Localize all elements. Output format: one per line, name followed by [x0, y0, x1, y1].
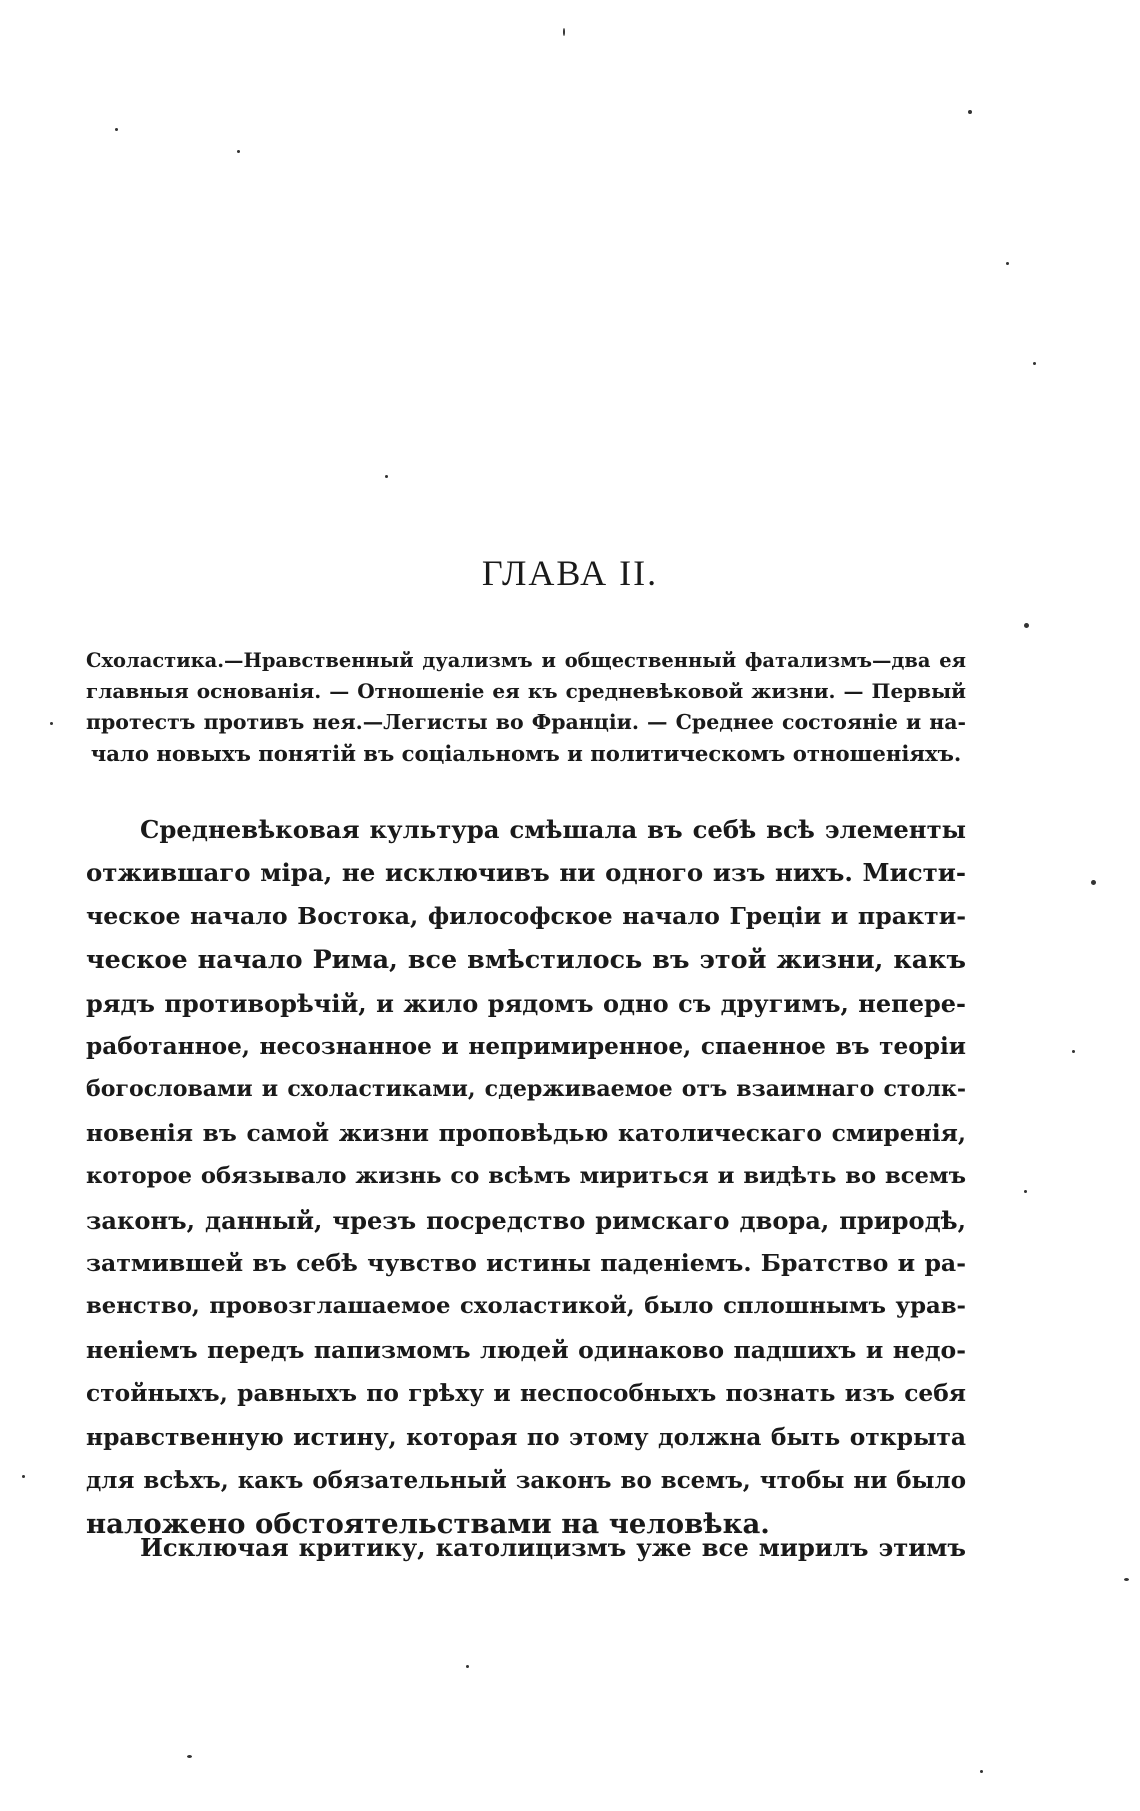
chapter-summary	[86, 645, 966, 769]
chapter-title: ГЛАВА II.	[481, 553, 659, 593]
text-line: неніемъ передъ папизмомъ людей одинаково падшихъ и недо-	[86, 1335, 966, 1364]
text-line: законъ, данный, чрезъ посредство римскаго двора, природѣ,	[86, 1205, 966, 1235]
text-line: Исключая критику, католицизмъ уже все мирилъ этимъ	[140, 1533, 966, 1562]
scan-speck	[1033, 362, 1036, 365]
paragraph-1	[86, 808, 966, 1546]
scan-speck	[22, 1475, 25, 1478]
text-line: венство, провозглашаемое схоластикой, было сплошнымъ урав-	[86, 1293, 966, 1320]
text-line: для всѣхъ, какъ обязательный законъ во всемъ, чтобы ни было	[86, 1467, 966, 1495]
text-line: отжившаго міра, не исключивъ ни одного изъ нихъ. Мисти-	[86, 858, 966, 888]
text-line: рядъ противорѣчій, и жило рядомъ одно съ другимъ, непере-	[86, 988, 966, 1018]
paragraph-2	[86, 1526, 966, 1569]
text-line: стойныхъ, равныхъ по грѣху и неспособныхъ познать изъ себя	[86, 1380, 966, 1408]
text-line: ческое начало Востока, философское начало Греціи и практи-	[86, 901, 966, 930]
text-line: Средневѣковая культура смѣшала въ себѣ всѣ элементы	[140, 815, 966, 844]
text-line: богословами и схоластиками, сдерживаемое отъ взаимнаго столк-	[86, 1076, 966, 1103]
scan-speck	[1024, 623, 1029, 628]
scan-speck	[50, 722, 53, 725]
text-line: нравственную истину, которая по этому должна быть открыта	[86, 1422, 966, 1451]
scan-speck	[563, 28, 565, 36]
text-line: ческое начало Рима, все вмѣстилось въ этой жизни, какъ	[86, 944, 966, 975]
scan-speck	[968, 110, 972, 114]
scan-speck	[1124, 1578, 1129, 1581]
scan-speck	[980, 1770, 983, 1773]
text-line: наложено обстоятельствами на человѣка.	[86, 1507, 770, 1540]
scan-speck	[1024, 1190, 1027, 1193]
text-line: работанное, несознанное и непримиренное, спаенное въ теоріи	[86, 1033, 966, 1061]
summary-line: главныя основанія. — Отношеніе ея къ средневѣковой жизни. — Первый	[86, 679, 966, 703]
scan-speck	[115, 128, 118, 131]
scan-speck	[1072, 1050, 1075, 1053]
text-line: затмившей въ себѣ чувство истины паденіемъ. Братство и ра-	[86, 1249, 966, 1278]
scan-speck	[237, 150, 240, 153]
summary-line: Схоластика.—Нравственный дуализмъ и общественный фатализмъ—два ея	[86, 649, 966, 672]
scan-speck	[385, 475, 388, 478]
summary-line: чало новыхъ понятій въ соціальномъ и политическомъ отношеніяхъ.	[90, 741, 962, 766]
text-line: новенія въ самой жизни проповѣдью католическаго смиренія,	[86, 1118, 966, 1147]
scan-speck	[1006, 262, 1009, 265]
text-line: которое обязывало жизнь со всѣмъ мириться и видѣть во всемъ	[86, 1163, 966, 1190]
scan-speck	[466, 1665, 469, 1668]
summary-line: протестъ противъ нея.—Легисты во Франціи. — Среднее состояніе и на-	[86, 710, 966, 734]
scan-speck	[1091, 880, 1096, 885]
scan-speck	[187, 1755, 192, 1758]
